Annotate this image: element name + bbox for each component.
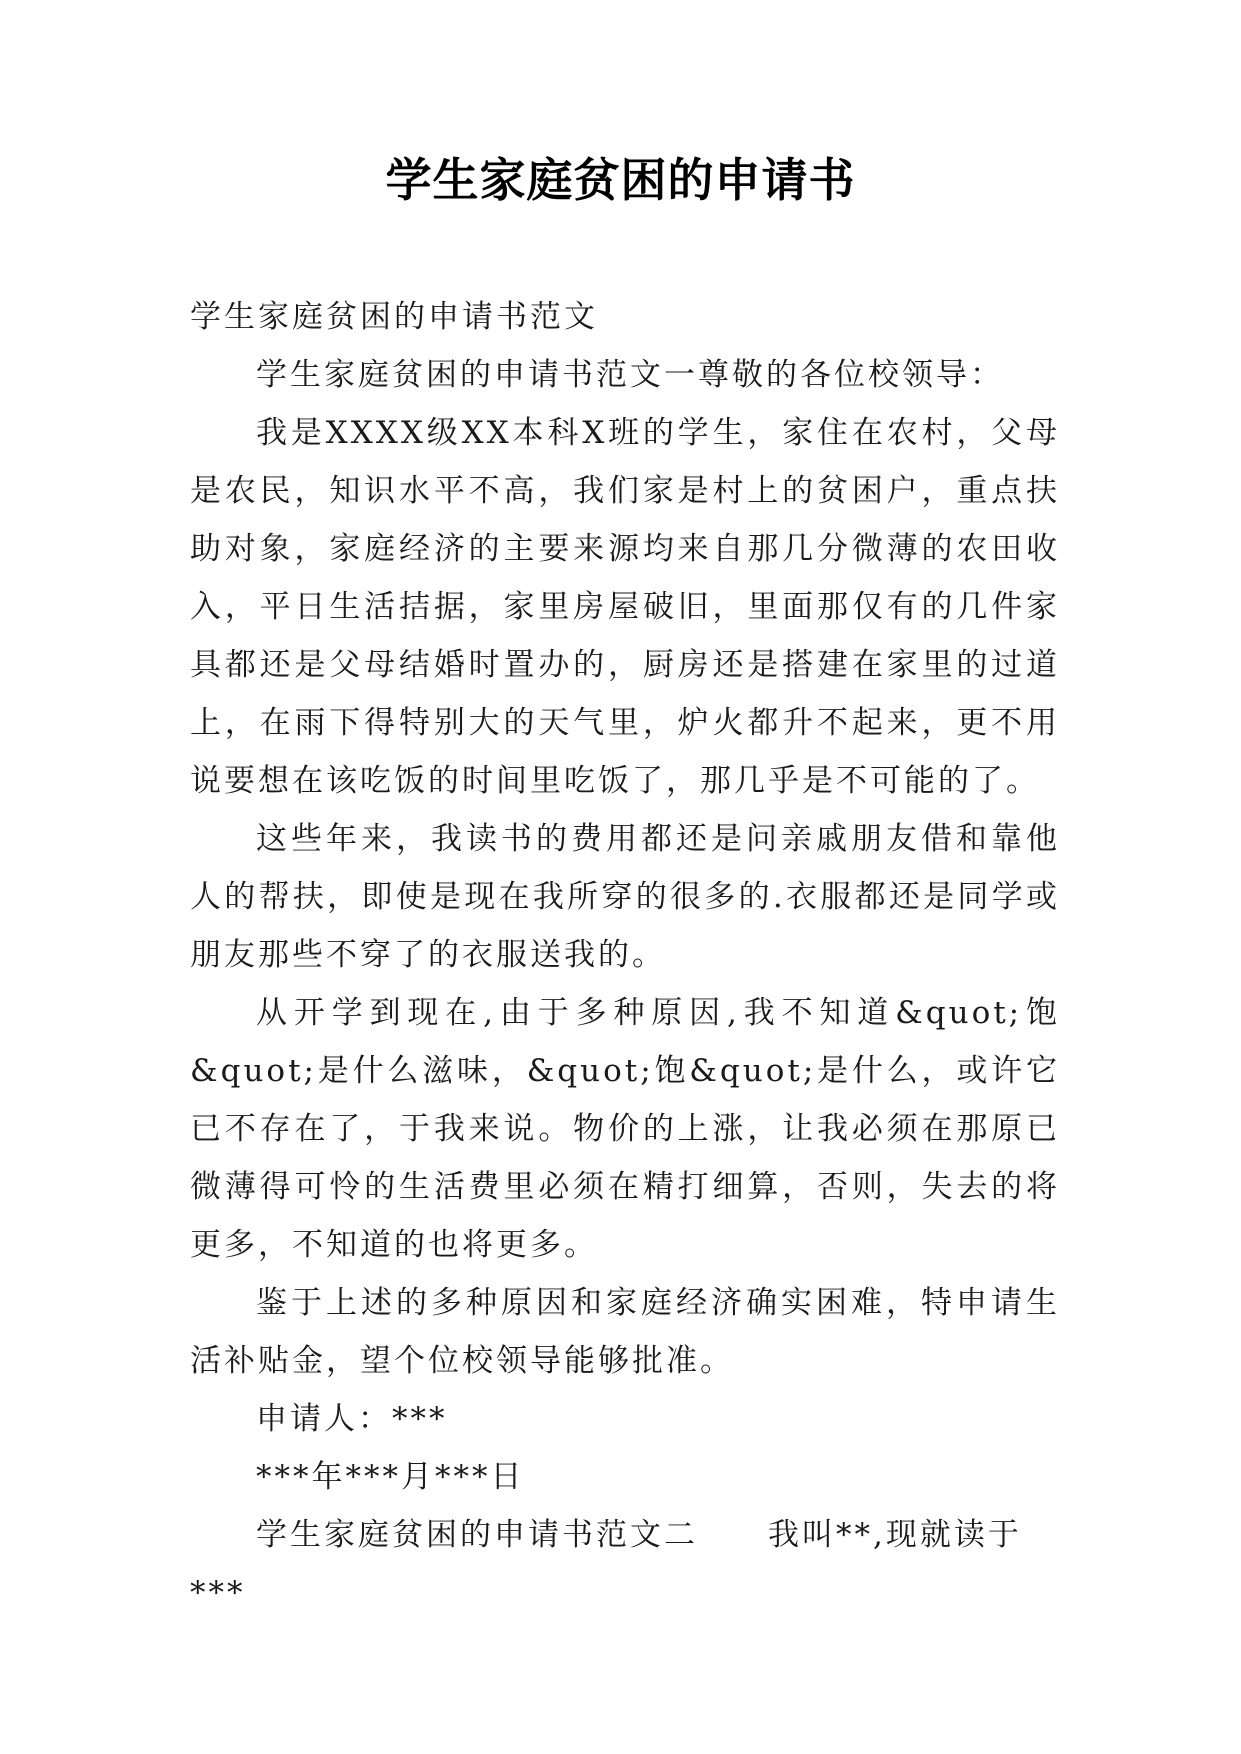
document-title: 学生家庭贫困的申请书 <box>385 153 856 207</box>
signature-line: 申请人：*** <box>256 1401 448 1437</box>
second-sample-opening: 我叫**,现就读于*** <box>190 1517 1022 1611</box>
body-paragraph-5 <box>190 1506 1060 1622</box>
document-body <box>190 288 1060 1622</box>
body-paragraph-4: 鉴于上述的多种原因和家庭经济确实困难，特申请生活补贴金，望个位校领导能够批准。 <box>190 1285 1060 1379</box>
salutation-paragraph: 学生家庭贫困的申请书范文一尊敬的各位校领导： <box>256 357 1004 393</box>
second-sample-heading: 学生家庭贫困的申请书范文二 <box>256 1517 698 1553</box>
date-line: ***年***月***日 <box>256 1459 525 1495</box>
document-subtitle: 学生家庭贫困的申请书范文 <box>190 299 598 335</box>
body-paragraph-1: 我是XXXX级XX本科X班的学生，家住在农村，父母是农民，知识水平不高，我们家是村上的贫困户，重点扶助对象，家庭经济的主要来源均来自那几分微薄的农田收入，平日生活拮据，家里房屋破旧，里面那仅有的几件家具都还是父母结婚时置办的，厨房还是搭建在家里的过道上，在雨下得特别大的天气里，炉火都升不起来，更不用说要想在该吃饭的时间里吃饭了，那几乎是不可能的了。 <box>190 415 1060 799</box>
body-paragraph-3: 从开学到现在,由于多种原因,我不知道&quot;饱&quot;是什么滋味，&quot;饱&quot;是什么，或许它已不存在了，于我来说。物价的上涨，让我必须在那原已微薄得可怜的生活费里必须在精打细算，否则，失去的将更多，不知道的也将更多。 <box>190 995 1060 1263</box>
body-paragraph-2: 这些年来，我读书的费用都还是问亲戚朋友借和靠他人的帮扶，即使是现在我所穿的很多的.衣服都还是同学或朋友那些不穿了的衣服送我的。 <box>190 821 1060 973</box>
